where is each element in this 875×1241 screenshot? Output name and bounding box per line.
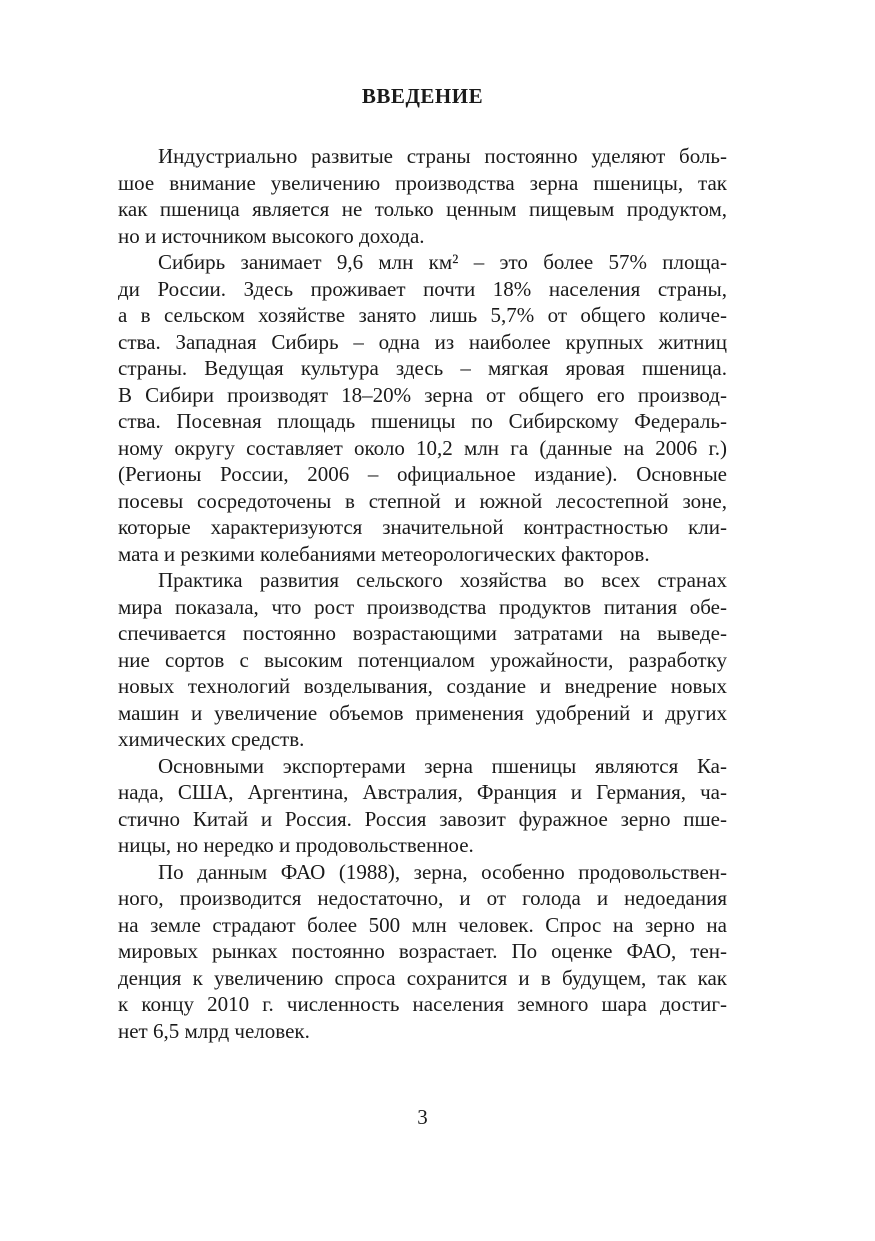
paragraph-4 (118, 753, 727, 859)
text-line: посевы сосредоточены в степной и южной лесостепной зоне, (118, 488, 727, 513)
text-line: ного, производится недостаточно, и от голода и недоедания (118, 886, 727, 910)
paragraph-5 (118, 859, 727, 1045)
text-line: нада, США, Аргентина, Австралия, Франция и Германия, ча- (118, 780, 727, 804)
text-line: Основными экспортерами зерна пшеницы являются Ка- (158, 753, 727, 778)
text-line: мира показала, что рост производства продуктов питания обе- (118, 594, 727, 619)
text-line: Индустриально развитые страны постоянно уделяют боль- (158, 144, 727, 168)
text-line: мировых рынках постоянно возрастает. По оценке ФАО, тен- (118, 939, 727, 963)
text-line: к концу 2010 г. численность населения земного шара достиг- (118, 992, 727, 1016)
text-line: но и источником высокого дохода. (118, 223, 425, 248)
text-line: машин и увеличение объемов применения удобрений и других (118, 700, 727, 725)
text-line: По данным ФАО (1988), зерна, особенно продовольствен- (158, 859, 727, 884)
text-line: на земле страдают более 500 млн человек. Спрос на зерно на (118, 912, 727, 937)
text-line: Сибирь занимает 9,6 млн км² – это более 57% площа- (158, 250, 727, 274)
paragraph-3 (118, 567, 727, 753)
text-line: спечивается постоянно возрастающими затратами на выведе- (118, 621, 727, 645)
page-number: 3 (417, 1105, 428, 1129)
text-line: новых технологий возделывания, создание и внедрение новых (118, 674, 727, 698)
text-line: ства. Посевная площадь пшеницы по Сибирскому Федераль- (118, 409, 727, 433)
text-line: стично Китай и Россия. Россия завозит фуражное зерно пше- (118, 806, 727, 831)
body-text (118, 143, 727, 1044)
text-line: страны. Ведущая культура здесь – мягкая яровая пшеница. (118, 356, 727, 380)
text-line: которые характеризуются значительной контрастностью кли- (118, 515, 727, 539)
text-line: шое внимание увеличению производства зерна пшеницы, так (118, 170, 727, 195)
text-line: мата и резкими колебаниями метеорологических факторов. (118, 541, 650, 566)
text-line: Практика развития сельского хозяйства во всех странах (158, 568, 727, 592)
text-line: (Регионы России, 2006 – официальное издание). Основные (118, 462, 727, 486)
paragraph-2 (118, 249, 727, 567)
text-line: нет 6,5 млрд человек. (118, 1018, 310, 1043)
text-line: ному округу составляет около 10,2 млн га (данные на 2006 г.) (118, 435, 727, 460)
paragraph-1 (118, 143, 727, 249)
text-line: денция к увеличению спроса сохранится и в будущем, так как (118, 965, 727, 990)
text-line: ди России. Здесь проживает почти 18% населения страны, (118, 276, 727, 301)
text-line: ницы, но нередко и продовольственное. (118, 833, 474, 857)
text-line: как пшеница является не только ценным пищевым продуктом, (118, 197, 727, 221)
text-line: а в сельском хозяйстве занято лишь 5,7% от общего количе- (118, 303, 727, 327)
text-line: В Сибири производят 18–20% зерна от общего его производ- (118, 382, 727, 407)
page-title: ВВЕДЕНИЕ (361, 84, 484, 108)
text-line: ства. Западная Сибирь – одна из наиболее крупных житниц (118, 329, 727, 354)
text-line: химических средств. (118, 727, 305, 751)
text-line: ние сортов с высоким потенциалом урожайности, разработку (118, 647, 727, 672)
